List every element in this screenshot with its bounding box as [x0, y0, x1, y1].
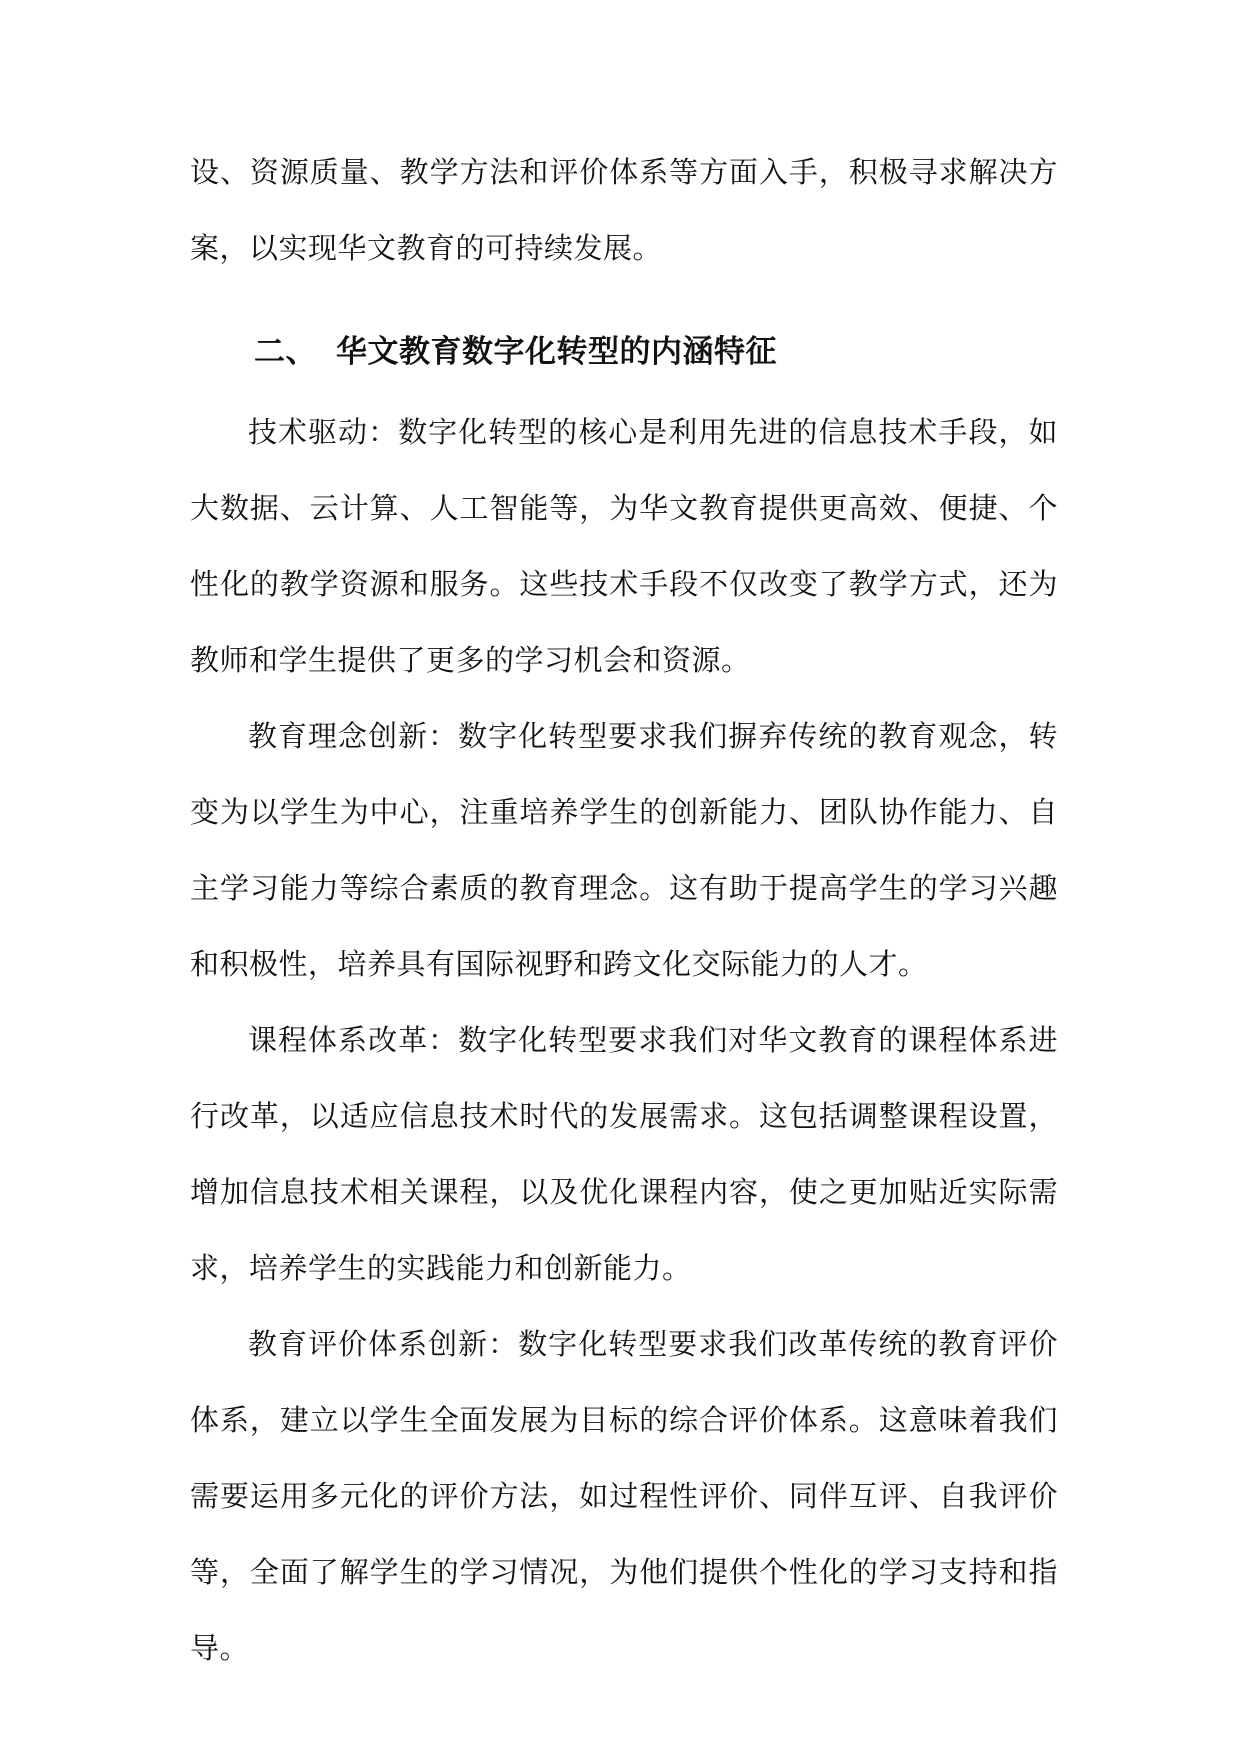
section-number: 二、: [254, 334, 317, 370]
paragraph-technology-driven: 技术驱动：数字化转型的核心是利用先进的信息技术手段，如大数据、云计算、人工智能等，为华文教育提供更高效、便捷、个性化的教学资源和服务。这些技术手段不仅改变了教学方式，还为教师和学生提供了更多的学习机会和资源。: [190, 415, 1058, 677]
section-title: 华文教育数字化转型的内涵特征: [336, 334, 777, 370]
paragraph-evaluation-system: 教育评价体系创新：数字化转型要求我们改革传统的教育评价体系，建立以学生全面发展为目标的综合评价体系。这意味着我们需要运用多元化的评价方法，如过程性评价、同伴互评、自我评价等，全面了解学生的学习情况，为他们提供个性化的学习支持和指导。: [190, 1327, 1058, 1665]
paragraph-continued: 设、资源质量、教学方法和评价体系等方面入手，积极寻求解决方案，以实现华文教育的可持续发展。: [190, 155, 1058, 265]
paragraph-education-philosophy: 教育理念创新：数字化转型要求我们摒弃传统的教育观念，转变为以学生为中心，注重培养学生的创新能力、团队协作能力、自主学习能力等综合素质的教育理念。这有助于提高学生的学习兴趣和积极性，培养具有国际视野和跨文化交际能力的人才。: [190, 719, 1058, 981]
document-body: [190, 134, 1058, 1686]
section-heading: [190, 314, 1058, 390]
paragraph-curriculum-reform: 课程体系改革：数字化转型要求我们对华文教育的课程体系进行改革，以适应信息技术时代的发展需求。这包括调整课程设置，增加信息技术相关课程，以及优化课程内容，使之更加贴近实际需求，培养学生的实践能力和创新能力。: [190, 1023, 1058, 1285]
